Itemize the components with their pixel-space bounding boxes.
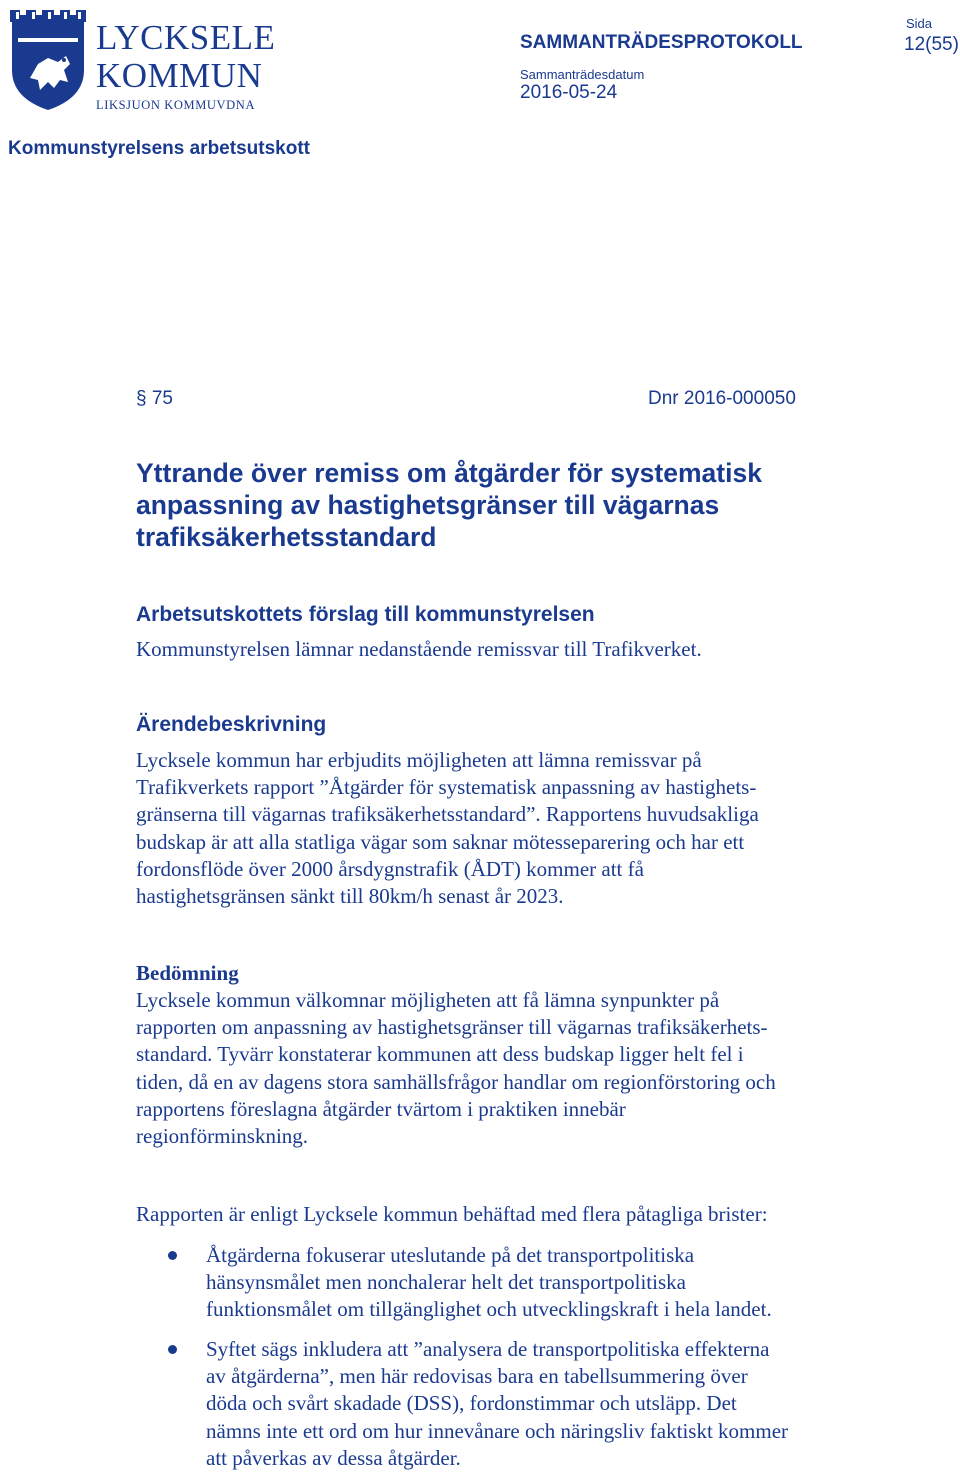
text-line: rapporten om anpassning av hastighetsgränser till vägarnas trafiksäkerhets- [136,1015,768,1040]
text-line: hänsynsmålet men nonchalerar helt det transportpolitiska [206,1270,686,1295]
text-line: budskap är att alla statliga vägar som saknar mötesseparering och har ett [136,829,745,854]
description-text [136,747,876,910]
text-line: Syftet sägs inkludera att ”analysera de transportpolitiska effekterna [206,1337,770,1361]
title-line: anpassning av hastighetsgränser till vägarnas [136,490,720,520]
text-line: Åtgärderna fokuserar uteslutande på det transportpolitiska [206,1243,695,1267]
text-line: nämns inte ett ord om hur innevånare och näringsliv faktiskt kommer [206,1418,789,1443]
page-number: 12(55) [904,34,959,55]
municipality-logo [96,20,275,112]
text-line: regionförminskning. [136,1124,309,1149]
text-line: att påverkas av dessa åtgärder. [206,1445,461,1470]
flaws-intro: Rapporten är enligt Lycksele kommun behäftad med flera påtagliga brister: [136,1202,768,1226]
paragraph-number: § 75 [136,388,173,409]
text-line: tiden, då en av dagens stora samhällsfrågor handlar om regionförstoring och [136,1069,776,1094]
text-line: av åtgärderna”, men här redovisas bara en tabellsummering över [206,1364,748,1389]
page-title [136,457,856,553]
text-line: Trafikverkets rapport ”Åtgärder för systematisk anpassning av hastighets- [136,775,757,800]
title-line: trafiksäkerhetsstandard [136,522,437,552]
meeting-date: 2016-05-24 [520,82,618,103]
text-line: Kommunstyrelsen lämnar nedanstående remissvar till Trafikverket. [136,637,702,661]
proposal-heading: Arbetsutskottets förslag till kommunstyrelsen [136,603,595,626]
text-line: Lycksele kommun välkomnar möjligheten att få lämna synpunkter på [136,988,720,1012]
bullet-icon [168,1251,177,1260]
bullet-icon [168,1345,177,1354]
list-item [206,1242,876,1324]
assessment-text [136,987,876,1150]
text-line: hastighetsgränsen sänkt till 80km/h senast år 2023. [136,884,564,909]
list-item [206,1336,876,1472]
text-line: funktionsmålet om tillgänglighet och utvecklingskraft i hela landet. [206,1297,772,1322]
document-type: SAMMANTRÄDESPROTOKOLL [520,32,803,53]
text-line: standard. Tyvärr konstaterar kommunen att dess budskap ligger helt fel i [136,1042,744,1067]
meeting-date-label: Sammanträdesdatum [520,67,645,82]
assessment-heading: Bedömning [136,961,239,985]
text-line: fordonsflöde över 2000 årsdygnstrafik (ÅDT) kommer att få [136,856,644,881]
logo-line-3: LIKSJUON KOMMUVDNA [96,98,256,112]
text-line: gränserna till vägarnas trafiksäkerhetsstandard”. Rapportens huvudsakliga [136,802,759,827]
logo-line-1: LYCKSELE [96,18,276,57]
description-heading: Ärendebeskrivning [136,713,327,736]
title-line: Yttrande över remiss om åtgärder för systematisk [136,458,762,488]
proposal-text [136,636,876,663]
logo-line-2: KOMMUN [96,56,263,95]
text-line: rapportens föreslagna åtgärder tvärtom i praktiken innebär [136,1096,626,1121]
page-label: Sida [906,16,933,31]
text-line: Lycksele kommun har erbjudits möjligheten att lämna remissvar på [136,748,702,772]
text-line: döda och svårt skadade (DSS), fordonstimmar och utsläpp. Det [206,1391,737,1416]
coat-of-arms-icon [8,8,88,112]
case-number: Dnr 2016-000050 [648,388,796,409]
committee-name: Kommunstyrelsens arbetsutskott [8,138,310,159]
